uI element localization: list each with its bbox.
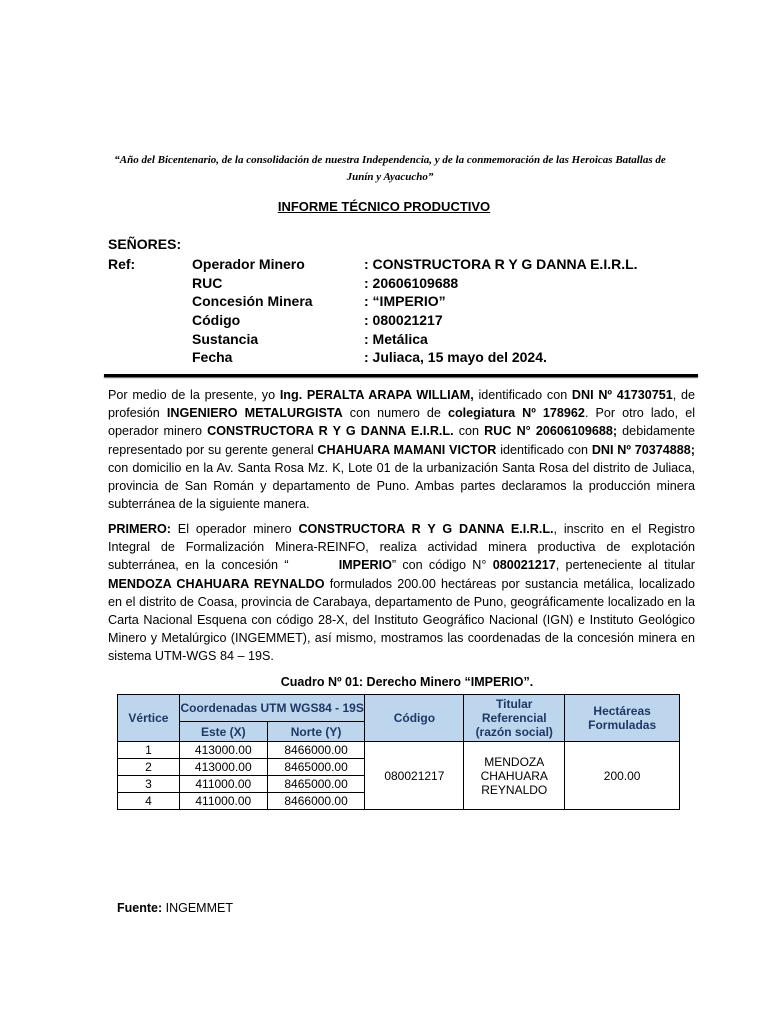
ref-label: Sustancia [192,331,259,347]
ref-key: Ref: [108,256,136,272]
ref-value: : Metálica [364,331,428,347]
salutation: SEÑORES: [108,236,182,252]
cell-este: 413000.00 [179,759,267,776]
cell-vertice: 1 [118,742,180,759]
source-note [117,901,233,915]
cell-norte: 8466000.00 [267,742,365,759]
cell-vertice: 4 [118,793,180,810]
ref-label: RUC [192,275,223,291]
cell-vertice: 3 [118,776,180,793]
header-coordenadas: Coordenadas UTM WGS84 - 19S [179,695,365,722]
horizontal-divider [104,374,698,377]
paragraph-primero: PRIMERO: El operador minero CONSTRUCTORA R Y G DANNA E.I.R.L., inscrito en el Registro Integral de Formalización Minera-REINFO, realiza actividad minera productiva de explotación subterránea, en la concesión “ IMPERIO” con código N° 080021217, perteneciente al titular MENDOZA CHAHUARA REYNALDO formulados 200.00 hectáreas por sustancia metálica, localizado en el distrito de Coasa, provincia de Carabaya, departamento de Puno, geográficamente localizado en la Carta Nacional Esquena con código 28-X, del Instituto Geográfico Nacional (IGN) e Instituto Geológico Minero y Metalúrgico (INGEMMET), así mismo, mostramos las coordenadas de la concesión minera en sistema UTM-WGS 84 – 19S. [108,522,699,664]
header-codigo: Código [365,695,464,742]
ref-value: : Juliaca, 15 mayo del 2024. [364,349,547,365]
ref-label: Código [192,312,241,328]
source-label: Fuente: [117,901,163,915]
ref-value: : “IMPERIO” [364,293,446,309]
ref-value: : CONSTRUCTORA R Y G DANNA E.I.R.L. [364,256,638,272]
coordinates-table [117,694,680,810]
table-row [118,742,680,759]
cell-hectareas: 200.00 [565,742,680,810]
header-motto: “Año del Bicentenario, de la consolidación de nuestra Independencia, y de la conmemoración de las Heroicas Batallas de Junín y Ayacucho” [114,154,666,183]
header-norte: Norte (Y) [267,722,365,742]
cell-este: 413000.00 [179,742,267,759]
table-caption: Cuadro Nº 01: Derecho Minero “IMPERIO”. [280,675,534,689]
ref-label: Fecha [192,349,233,365]
cell-norte: 8466000.00 [267,793,365,810]
ref-value: : 20606109688 [364,275,459,291]
cell-este: 411000.00 [179,776,267,793]
header-hectareas: Hectáreas Formuladas [565,695,680,742]
header-vertice: Vértice [118,695,180,742]
cell-titular: MENDOZA CHAHUARA REYNALDO [464,742,565,810]
ref-label: Operador Minero [192,256,305,272]
cell-vertice: 2 [118,759,180,776]
cell-norte: 8465000.00 [267,759,365,776]
source-value: INGEMMET [162,901,233,915]
header-titular: Titular Referencial (razón social) [464,695,565,742]
cell-codigo: 080021217 [365,742,464,810]
document-title: INFORME TÉCNICO PRODUCTIVO [277,199,491,214]
ref-value: : 080021217 [364,312,443,328]
header-este: Este (X) [179,722,267,742]
cell-este: 411000.00 [179,793,267,810]
cell-norte: 8465000.00 [267,776,365,793]
ref-label: Concesión Minera [192,293,313,309]
paragraph-intro: Por medio de la presente, yo Ing. PERALTA ARAPA WILLIAM, identificado con DNI Nº 41730751, de profesión INGENIERO METALURGISTA con numero de colegiatura Nº 178962. Por otro lado, el operador minero CONSTRUCTORA R Y G DANNA E.I.R.L. con RUC N° 20606109688; debidamente representado por su gerente general CHAHUARA MAMANI VICTOR identificado con DNI Nº 70374888; con domicilio en la Av. Santa Rosa Mz. K, Lote 01 de la urbanización Santa Rosa del distrito de Juliaca, provincia de San Román y departamento de Puno. Ambas partes declaramos la producción minera subterránea de la siguiente manera. [108,388,696,512]
